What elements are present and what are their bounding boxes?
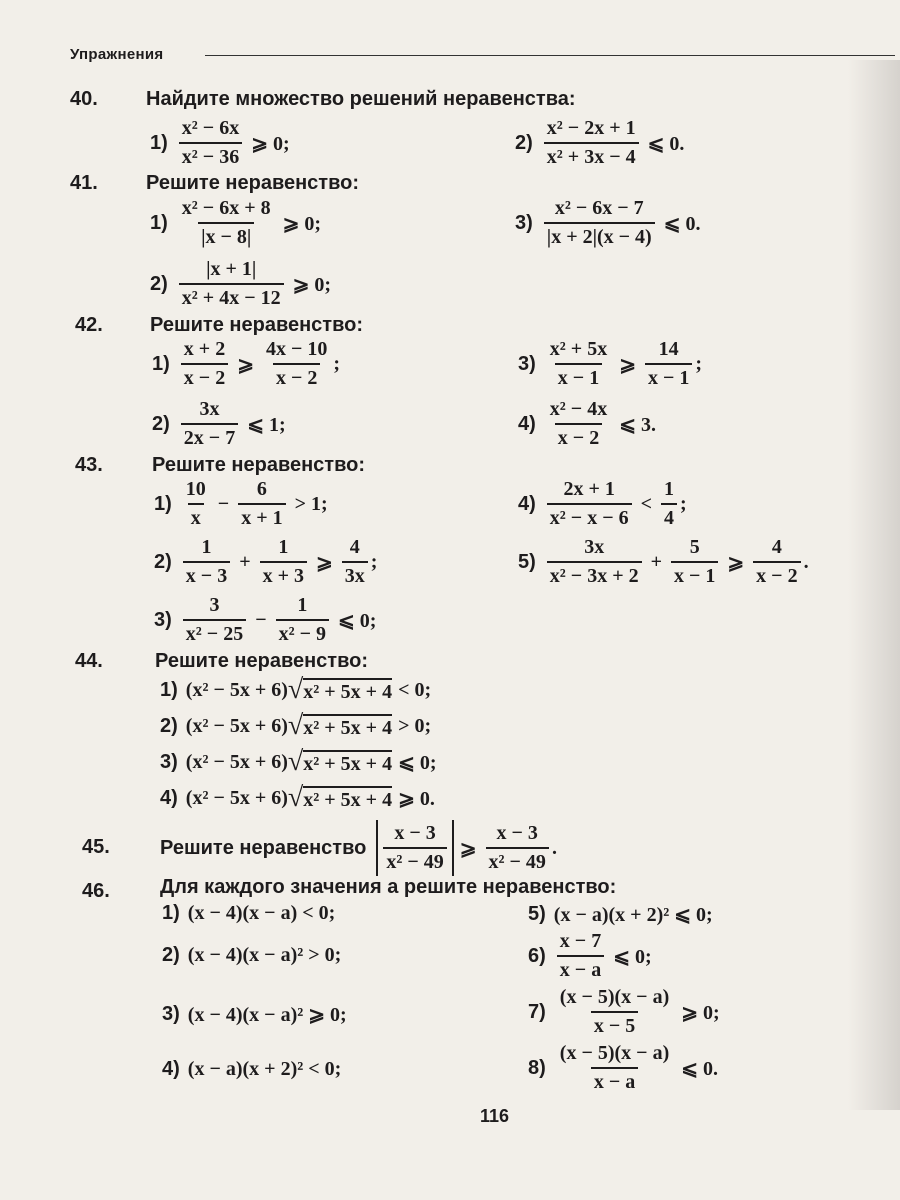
problem-instruction: Решите неравенство: — [152, 454, 366, 476]
item-label: 5) — [518, 550, 536, 573]
item-label: 1) — [150, 211, 168, 234]
fraction: $\frac{|x + 1|}{\text{x² + 4x − 12}}$ — [179, 258, 284, 310]
problem-number: 40. — [70, 88, 98, 110]
exercise-item: 2) $\frac{1}{x - 3}$ + $\frac{1}{x + 3}$ ⩾ $\frac{4}{3x}$ ; — [154, 536, 378, 587]
item-label: 1) — [152, 352, 170, 375]
square-root: √ x² + 5x + 4 — [287, 782, 393, 813]
fraction: $\frac{x + 2}{x - 2}$ — [181, 338, 228, 390]
exercise-item: 1) $\frac{10}{x}$ − $\frac{6}{x + 1}$ > 1; — [154, 478, 328, 529]
exercise-item: 1) (x² − 5x + 6) √ x² + 5x + 4 < 0; — [160, 674, 432, 705]
fraction: $\frac{4}{x - 2}$ — [753, 536, 800, 588]
item-label: 4) — [518, 492, 536, 515]
relation: ⩾ — [727, 551, 745, 574]
header-rule — [205, 55, 895, 56]
fraction: $\frac{3}{\text{x² − 25}}$ — [183, 594, 246, 646]
exercise-item: 2) (x − 4)(x − a)² > 0; — [162, 944, 342, 966]
relation: ⩽ 0; — [613, 945, 652, 968]
fraction: $\frac{(x - 5)(x - a)}{x - a}$ — [559, 1042, 670, 1093]
exercise-item: 1) (x − 4)(x − a) < 0; — [162, 902, 336, 924]
relation: ⩽ 0. — [647, 132, 685, 155]
facing-page-shadow — [848, 60, 900, 1110]
problem-instruction: Найдите множество решений неравенства: — [146, 88, 576, 110]
item-label: 4) — [160, 786, 178, 809]
relation: ⩾ — [316, 551, 333, 574]
fraction: $\frac{\text{x² − 4x}}{x - 2}$ — [549, 398, 608, 449]
relation: ⩾ 0; — [282, 212, 322, 235]
problem-instruction: Решите неравенство: — [150, 314, 364, 336]
problem-number: 44. — [75, 650, 103, 672]
relation: ⩽ 0; — [398, 751, 437, 774]
exercise-item — [528, 930, 658, 982]
problem-instruction: Для каждого значения a решите неравенство: — [160, 876, 617, 898]
exercise-item — [152, 398, 292, 450]
fraction: $\frac{\text{x² − 6x + 8}}{|x - 8|}$ — [181, 197, 271, 248]
relation: > 1; — [294, 492, 328, 515]
relation: ⩾ 0; — [681, 1001, 720, 1024]
relation: ⩾ — [619, 353, 636, 376]
exercise-item: 4) $\frac{2x + 1}{\text{x² − x − 6}}$ < $\frac{1}{4}$ ; — [518, 478, 687, 529]
exercise-item: 1) $\frac{x + 2}{x - 2}$ ⩾ $\frac{4x - 10}{x - 2}$ ; — [152, 338, 341, 389]
fraction: $\frac{\text{x² − 2x + 1}}{\text{x² + 3x − 4}}$ — [544, 117, 639, 169]
exercise-item: 5) $\frac{3x}{\text{x² − 3x + 2}}$ + $\frac{5}{x - 1}$ ⩾ $\frac{4}{x - 2}$ . — [518, 536, 809, 587]
running-head: Упражнения — [70, 46, 164, 63]
fraction: $\frac{x - 7}{x - a}$ — [557, 930, 604, 982]
relation: ⩽ 0; — [338, 609, 377, 632]
exercise-item: 4) (x² − 5x + 6) √ x² + 5x + 4 ⩾ 0. — [160, 782, 435, 813]
exercise-item — [528, 1042, 724, 1094]
item-label: 1) — [160, 678, 178, 701]
fraction: $\frac{\text{x² − 6x − 7}}{|x + 2|(x - 4)}$ — [544, 197, 655, 249]
fraction: $\frac{3x}{\text{x² − 3x + 2}}$ — [547, 536, 642, 588]
item-label: 7) — [528, 1000, 546, 1023]
item-label: 2) — [150, 272, 168, 295]
exercise-item — [150, 258, 337, 310]
item-label: 8) — [528, 1056, 546, 1079]
problem-instruction: Решите неравенство: — [146, 172, 360, 194]
exercise-item — [528, 986, 726, 1038]
problem-instruction: Решите неравенство — [160, 836, 367, 859]
exercise-item: 3) (x² − 5x + 6) √ x² + 5x + 4 ⩽ 0; — [160, 746, 437, 777]
item-label: 6) — [528, 944, 546, 967]
fraction: $\frac{1}{\text{x² − 9}}$ — [276, 594, 329, 646]
fraction: $\frac{5}{x - 1}$ — [671, 536, 718, 588]
square-root: √ x² + 5x + 4 — [287, 674, 393, 705]
fraction: $\frac{(x - 5)(x - a)}{x - 5}$ — [559, 986, 670, 1037]
relation: ⩽ 0. — [681, 1057, 718, 1080]
fraction: $\frac{4x - 10}{x - 2}$ — [265, 338, 328, 389]
exercise-item: 2) (x² − 5x + 6) √ x² + 5x + 4 > 0; — [160, 710, 432, 741]
fraction: $\frac{1}{4}$ — [661, 478, 677, 530]
relation: ⩽ 0. — [663, 212, 701, 235]
relation: ⩾ 0; — [251, 132, 290, 155]
exercise-item: 3) $\frac{\text{x² + 5x}}{x - 1}$ ⩾ $\frac{14}{x - 1}$ ; — [518, 338, 703, 389]
item-label: 3) — [162, 1003, 180, 1025]
exercise-item: 5) (x − a)(x + 2)² ⩽ 0; — [528, 903, 713, 926]
item-label: 4) — [162, 1058, 180, 1080]
fraction: $\frac{x - 3}{\text{x² − 49}}$ — [383, 822, 446, 874]
relation: ⩾ 0; — [292, 273, 332, 296]
fraction: $\frac{14}{x - 1}$ — [645, 338, 692, 390]
item-label: 1) — [150, 131, 168, 154]
fraction: $\frac{x - 3}{\text{x² − 49}}$ — [486, 822, 549, 874]
relation: < — [640, 492, 652, 515]
absolute-value — [376, 820, 453, 876]
problem-number: 46. — [82, 880, 110, 902]
relation: ⩾ 0. — [398, 787, 435, 810]
item-label: 5) — [528, 903, 546, 925]
fraction: $\frac{1}{x - 3}$ — [183, 536, 230, 588]
square-root: √ x² + 5x + 4 — [287, 746, 393, 777]
fraction: $\frac{\text{x² + 5x}}{x - 1}$ — [549, 338, 608, 389]
exercise-item — [515, 117, 690, 169]
problem-number: 45. — [82, 836, 110, 858]
exercise-item — [150, 197, 327, 249]
item-label: 1) — [154, 492, 172, 515]
relation: ⩽ 3. — [619, 413, 656, 436]
exercise-item: 3) (x − 4)(x − a)² ⩾ 0; — [162, 1003, 347, 1026]
item-label: 1) — [162, 902, 180, 924]
item-label: 3) — [515, 211, 533, 234]
item-label: 2) — [152, 412, 170, 435]
item-label: 2) — [162, 944, 180, 966]
item-label: 3) — [154, 608, 172, 631]
item-label: 3) — [518, 352, 536, 375]
item-label: 4) — [518, 412, 536, 435]
fraction: $\frac{2x + 1}{\text{x² − x − 6}}$ — [547, 478, 632, 530]
exercise-item — [515, 197, 706, 249]
fraction: $\frac{3x}{2x - 7}$ — [181, 398, 238, 450]
fraction: $\frac{1}{x + 3}$ — [260, 536, 307, 588]
relation: ⩾ — [237, 353, 254, 376]
problem-number: 41. — [70, 172, 98, 194]
item-label: 2) — [515, 131, 533, 154]
relation: ⩽ 1; — [247, 413, 286, 436]
fraction: $\frac{\text{x² − 6x}}{\text{x² − 36}}$ — [179, 117, 242, 169]
exercise-item: Решите неравенство $\frac{x - 3}{\text{x² − 49}}$ ⩾ $\frac{x - 3}{\text{x² − 49}}$ . — [160, 820, 557, 876]
relation: > 0; — [398, 714, 432, 737]
problem-instruction: Решите неравенство: — [155, 650, 369, 672]
square-root: √ x² + 5x + 4 — [287, 710, 393, 741]
exercise-item: 3) $\frac{3}{\text{x² − 25}}$ − $\frac{1}{\text{x² − 9}}$ ⩽ 0; — [154, 594, 377, 645]
relation: ⩾ — [459, 837, 477, 860]
fraction: $\frac{6}{x + 1}$ — [238, 478, 285, 530]
exercise-item: 4) (x − a)(x + 2)² < 0; — [162, 1058, 342, 1080]
problem-number: 42. — [75, 314, 103, 336]
page-number: 116 — [480, 1106, 510, 1126]
relation: < 0; — [398, 678, 432, 701]
exercise-item — [150, 117, 296, 169]
item-label: 2) — [154, 550, 172, 573]
item-label: 2) — [160, 714, 178, 737]
fraction: $\frac{4}{3x}$ — [342, 536, 368, 588]
item-label: 3) — [160, 750, 178, 773]
exercise-item — [518, 398, 662, 450]
problem-number: 43. — [75, 454, 103, 476]
fraction: $\frac{10}{x}$ — [185, 478, 206, 529]
